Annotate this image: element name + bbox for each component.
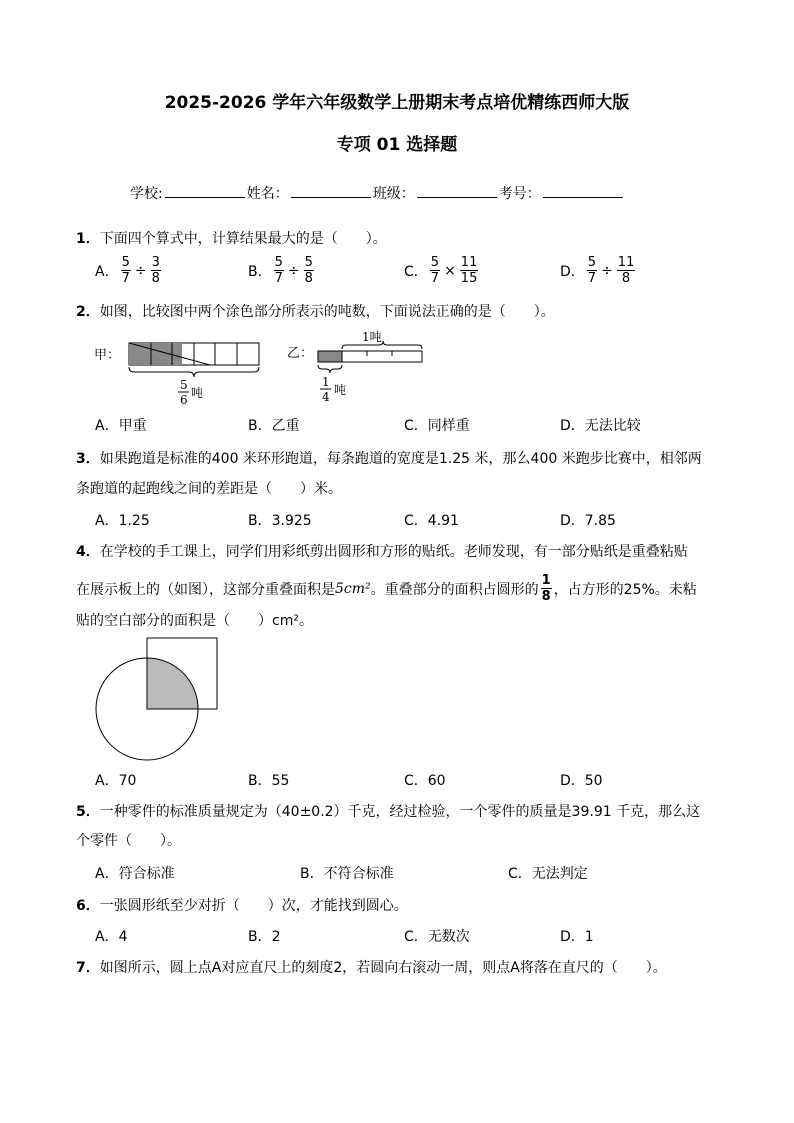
- question-4-line3: 贴的空白部分的面积是（ ）cm²。: [76, 613, 313, 629]
- jia-unit: 吨: [191, 386, 204, 400]
- student-info-row: [130, 183, 625, 203]
- jia-frac-den: 6: [180, 393, 188, 407]
- jia-brace: [129, 367, 259, 377]
- overlap-region: [147, 658, 198, 709]
- fraction: $\frac{5}{8}$: [304, 255, 313, 286]
- question-number: 3．: [76, 451, 100, 467]
- yi-label: 乙：: [287, 346, 314, 361]
- q6-option-d[interactable]: D．1: [560, 929, 594, 945]
- q3-option-d[interactable]: D．7.85: [560, 513, 616, 529]
- question-1: [76, 228, 387, 248]
- question-6: [76, 895, 408, 915]
- q2-option-a[interactable]: A．甲重: [95, 418, 147, 434]
- page-title: 2025-2026 学年六年级数学上册期末考点培优精练西师大版: [164, 93, 630, 113]
- q3-option-a[interactable]: A．1.25: [95, 513, 150, 529]
- q2-figure-yi: [285, 325, 445, 410]
- q3-option-c[interactable]: C．4.91: [404, 513, 459, 529]
- q4-option-d[interactable]: D．50: [560, 773, 603, 789]
- question-4: [76, 541, 688, 561]
- name-blank[interactable]: [291, 183, 371, 198]
- question-5-cont: 个零件（ ）。: [76, 833, 181, 849]
- school-label: 学校:: [130, 186, 163, 202]
- option-label: C．: [404, 263, 428, 280]
- question-number: 1．: [76, 231, 100, 247]
- jia-bar: [129, 343, 259, 365]
- operator: ÷: [601, 262, 613, 279]
- q4-circle-square-figure: [90, 636, 225, 761]
- fraction: $\frac{11}{15}$: [460, 255, 478, 286]
- question-text: 如图，比较图中两个涂色部分所表示的吨数，下面说法正确的是（ ）。: [99, 304, 555, 320]
- q4-option-b[interactable]: B．55: [248, 773, 290, 789]
- q1-option-a[interactable]: [95, 256, 163, 285]
- question-number: 7．: [76, 960, 100, 976]
- q4-text-b: 。重叠部分的面积占圆形的: [370, 581, 539, 598]
- q1-option-c[interactable]: [404, 256, 480, 285]
- question-3: [76, 448, 702, 468]
- fraction: $\frac{5}{7}$: [430, 255, 440, 286]
- question-3-cont: 条跑道的起跑线之间的差距是（ ）米。: [76, 481, 342, 497]
- yi-frac-num: 1: [322, 375, 330, 389]
- q1-option-d[interactable]: [560, 256, 637, 285]
- q5-option-c[interactable]: C．无法判定: [508, 866, 588, 882]
- question-text: 在学校的手工课上，同学们用彩纸剪出圆形和方形的贴纸。老师发现，有一部分贴纸是重叠粘贴: [99, 544, 688, 560]
- yi-shaded-region: [318, 351, 342, 362]
- q6-option-a[interactable]: A．4: [95, 929, 128, 945]
- question-4-line2: [76, 574, 697, 603]
- yi-frac-den: 4: [322, 390, 330, 404]
- question-text: 如果跑道是标准的400 米环形跑道，每条跑道的宽度是1.25 米，那么400 米跑步比赛中，相邻两: [99, 451, 702, 467]
- fraction: $\frac{11}{8}$: [617, 255, 635, 286]
- question-7: [76, 957, 667, 977]
- q4-option-c[interactable]: C．60: [404, 773, 446, 789]
- option-label: B．: [248, 263, 272, 280]
- name-label: 姓名：: [246, 186, 289, 202]
- q1-option-b[interactable]: [248, 256, 316, 285]
- question-number: 5．: [76, 804, 100, 820]
- exam-no-label: 考号：: [498, 186, 541, 202]
- question-number: 2．: [76, 304, 100, 320]
- yi-top-brace: [342, 341, 422, 349]
- q5-option-b[interactable]: B．不符合标准: [300, 866, 394, 882]
- jia-label: 甲：: [94, 348, 121, 363]
- operator: ×: [444, 262, 456, 279]
- question-number: 6．: [76, 898, 100, 914]
- operator: ÷: [287, 262, 300, 279]
- option-label: D．: [560, 263, 585, 280]
- question-number: 4．: [76, 544, 100, 560]
- q4-option-a[interactable]: A．70: [95, 773, 137, 789]
- q2-option-c[interactable]: C．同样重: [404, 418, 470, 434]
- q3-option-b[interactable]: B．3.925: [248, 513, 312, 529]
- question-5: [76, 801, 700, 821]
- class-blank[interactable]: [417, 183, 497, 198]
- q5-option-a[interactable]: A．符合标准: [95, 866, 175, 882]
- q2-option-d[interactable]: D．无法比较: [560, 418, 641, 434]
- fraction: $\frac{5}{7}$: [121, 255, 130, 286]
- q4-text-c: ，占方形的25%。未粘: [553, 581, 697, 598]
- question-text: 如图所示，圆上点A对应直尺上的刻度2，若圆向右滚动一周，则点A将落在直尺的（ ）。: [99, 960, 667, 976]
- school-blank[interactable]: [165, 183, 245, 198]
- exam-no-blank[interactable]: [543, 183, 623, 198]
- jia-frac-num: 5: [180, 378, 188, 392]
- yi-unit: 吨: [334, 383, 347, 397]
- fraction: $\frac{5}{7}$: [274, 255, 283, 286]
- q6-option-b[interactable]: B．2: [248, 929, 281, 945]
- q6-option-c[interactable]: C．无数次: [404, 929, 470, 945]
- q4-fraction: $\frac{1}{8}$: [541, 573, 551, 604]
- yi-bottom-brace: [318, 365, 342, 373]
- fraction: $\frac{5}{7}$: [587, 255, 597, 286]
- question-text: 下面四个算式中，计算结果最大的是（ ）。: [99, 231, 387, 247]
- question-text: 一张圆形纸至少对折（ ）次，才能找到圆心。: [99, 898, 408, 914]
- class-label: 班级：: [372, 186, 415, 202]
- q4-text-a: 在展示板上的（如图），这部分重叠面积是: [76, 581, 335, 598]
- question-text: 一种零件的标准质量规定为（40±0.2）千克，经过检验，一个零件的质量是39.91 千克，那么这: [99, 804, 701, 820]
- operator: ÷: [134, 262, 147, 279]
- q2-option-b[interactable]: B．乙重: [248, 418, 300, 434]
- yi-top-label: 1吨: [362, 330, 382, 344]
- question-2: [76, 301, 555, 321]
- q4-area-value: 5cm²: [335, 580, 371, 597]
- fraction: $\frac{3}{8}$: [151, 255, 160, 286]
- option-label: A．: [95, 263, 119, 280]
- page-subtitle: 专项 01 选择题: [336, 135, 458, 155]
